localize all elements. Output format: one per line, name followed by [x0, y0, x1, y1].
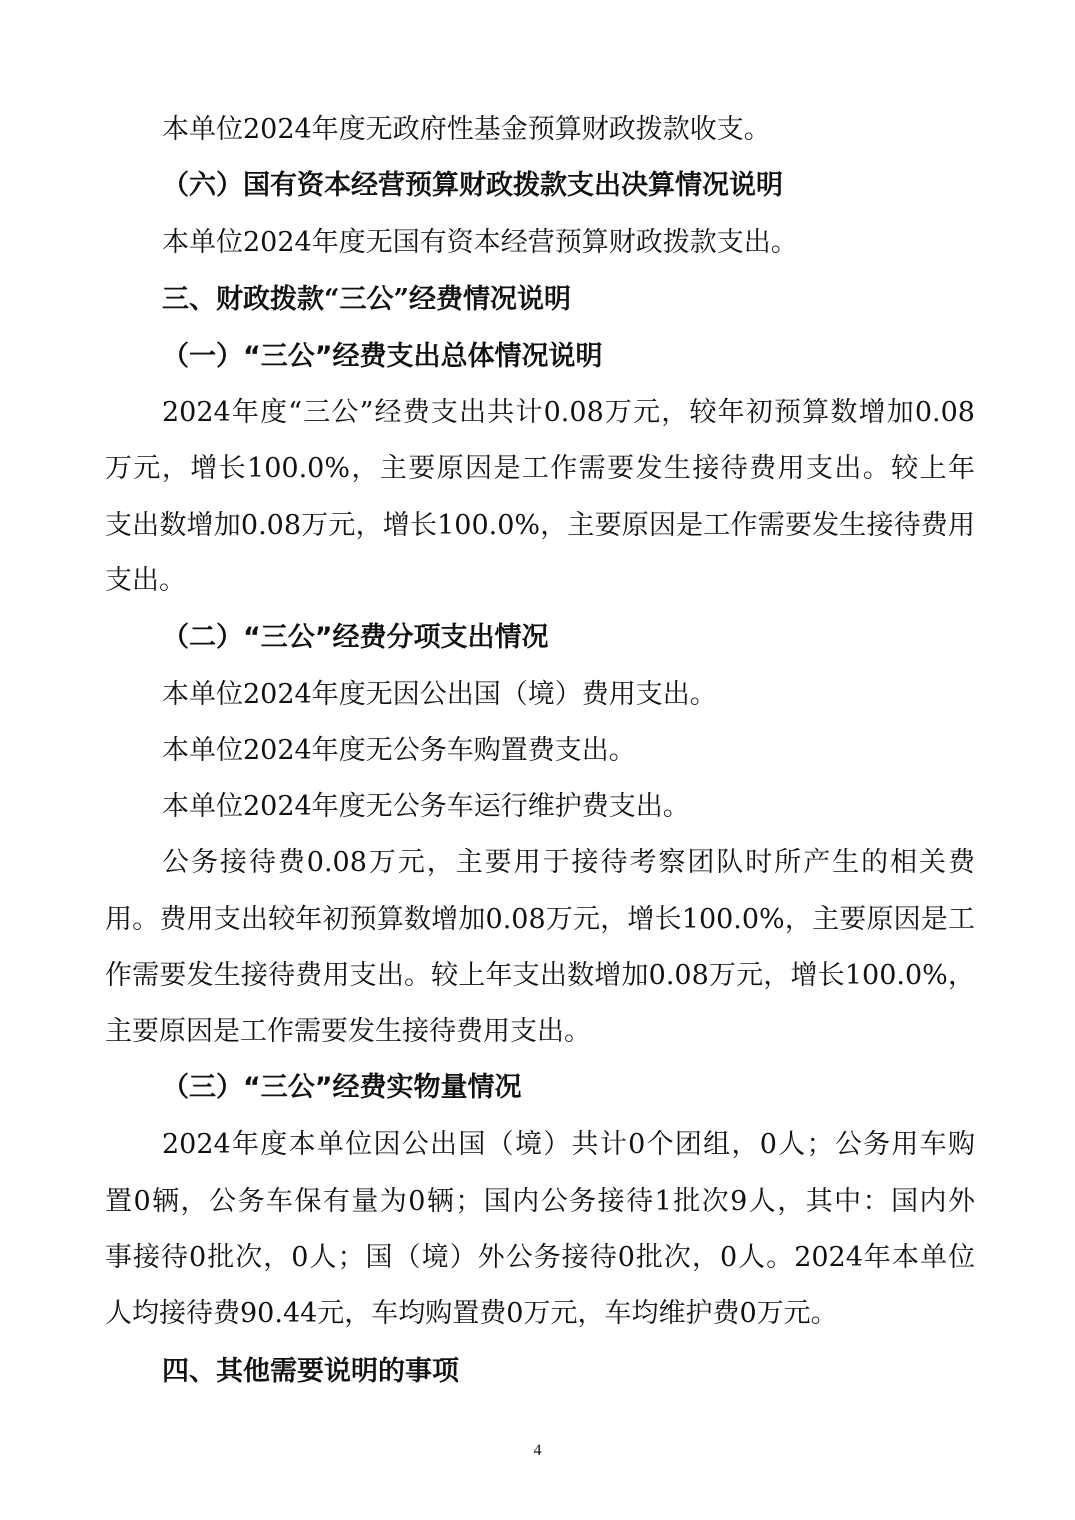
section-heading: （二）“三公”经费分项支出情况: [162, 622, 549, 653]
paragraph-line: 公务接待费0.08万元，主要用于接待考察团队时所产生的相关费: [162, 847, 975, 878]
paragraph-line: 本单位2024年度无公务车购置费支出。: [162, 735, 636, 766]
section-heading: 四、其他需要说明的事项: [162, 1356, 459, 1387]
paragraph-line: 支出数增加0.08万元，增长100.0%，主要原因是工作需要发生接待费用: [105, 510, 975, 541]
section-heading: （三）“三公”经费实物量情况: [162, 1072, 522, 1103]
paragraph-line: 本单位2024年度无政府性基金预算财政拨款收支。: [162, 114, 771, 145]
paragraph-line: 2024年度“三公”经费支出共计0.08万元，较年初预算数增加0.08: [162, 397, 975, 428]
paragraph-line: 本单位2024年度无公务车运行维护费支出。: [162, 791, 690, 822]
paragraph-line: 人均接待费90.44元，车均购置费0万元，车均维护费0万元。: [105, 1298, 838, 1329]
paragraph-line: 主要原因是工作需要发生接待费用支出。: [105, 1016, 591, 1047]
section-heading: （一）“三公”经费支出总体情况说明: [162, 341, 603, 372]
paragraph-line: 作需要发生接待费用支出。较上年支出数增加0.08万元，增长100.0%，: [105, 960, 975, 991]
paragraph-line: 本单位2024年度无国有资本经营预算财政拨款支出。: [162, 227, 798, 258]
paragraph-line: 万元，增长100.0%，主要原因是工作需要发生接待费用支出。较上年: [105, 453, 975, 484]
paragraph-line: 置0辆，公务车保有量为0辆；国内公务接待1批次9人，其中：国内外: [105, 1186, 975, 1217]
section-heading: （六）国有资本经营预算财政拨款支出决算情况说明: [162, 170, 783, 201]
paragraph-line: 本单位2024年度无因公出国（境）费用支出。: [162, 679, 717, 710]
paragraph-line: 2024年度本单位因公出国（境）共计0个团组，0人；公务用车购: [162, 1129, 975, 1160]
page-number: 4: [533, 1442, 542, 1459]
section-heading: 三、财政拨款“三公”经费情况说明: [162, 284, 572, 315]
paragraph-line: 支出。: [105, 565, 186, 596]
paragraph-line: 事接待0批次，0人；国（境）外公务接待0批次，0人。2024年本单位: [105, 1242, 975, 1273]
paragraph-line: 用。费用支出较年初预算数增加0.08万元，增长100.0%，主要原因是工: [105, 904, 975, 935]
